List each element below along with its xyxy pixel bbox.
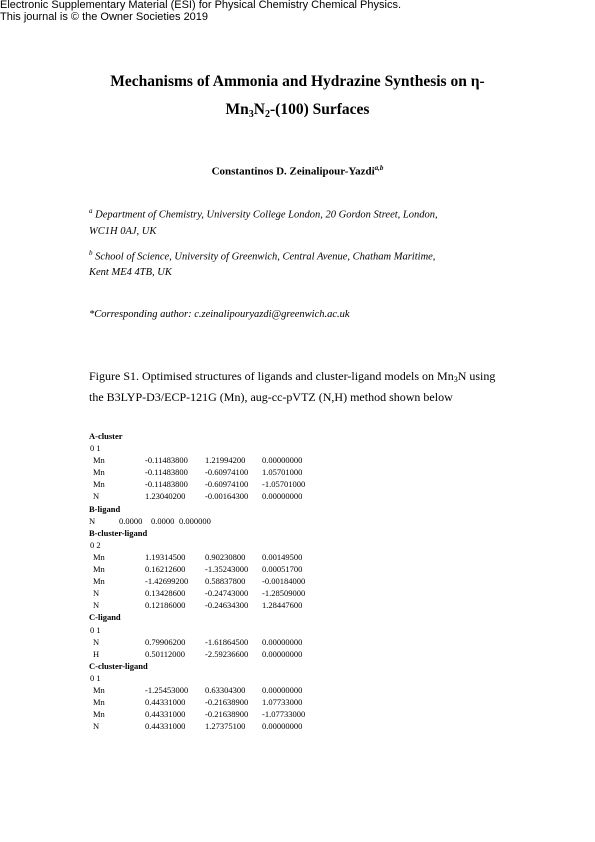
y-coordinate: -2.59236600 [205,648,249,659]
atom-row [89,648,509,660]
affiliation-b [89,246,435,265]
author-affiliation-marks: a,b [374,164,384,172]
structure-title: A-cluster [89,431,123,441]
y-coordinate: -1.35243000 [205,564,249,575]
atom-element: Mn [93,467,105,478]
x-coordinate: 0.13428600 [145,588,186,599]
atom-row [89,515,509,527]
atom-element: Mn [93,455,105,466]
affiliation-a-cont: WC1H 0AJ, UK [89,226,157,237]
y-coordinate: -0.60974100 [205,479,249,490]
x-coordinate: -0.11483800 [145,479,188,490]
z-coordinate: -0.00184000 [262,576,306,587]
title-mn: Mn [225,101,249,118]
atom-element: Mn [93,709,105,720]
y-coordinate: 0.0000 [151,515,175,526]
paper-title-line-1 [60,72,535,92]
y-coordinate: -0.21638900 [205,697,249,708]
atom-row [89,684,509,696]
atom-row [89,466,509,478]
x-coordinate: 0.44331000 [145,709,186,720]
title-text: Mechanisms of Ammonia and Hydrazine Synthesis on η- [110,73,485,90]
atom-element: Mn [93,564,105,575]
y-coordinate: -1.61864500 [205,636,249,647]
y-coordinate: 1.27375100 [205,721,246,732]
atom-element: Mn [93,684,105,695]
z-coordinate: 0.00000000 [262,636,303,647]
atom-element: N [93,636,100,647]
y-coordinate: -0.00164300 [205,491,249,502]
title-sub-3: 3 [248,109,254,120]
title-sub-2: 2 [265,109,270,120]
atom-element: Mn [93,551,105,562]
caption-text: Figure S1. Optimised structures of ligands and cluster-ligand models on Mn [89,369,454,383]
z-coordinate: 0.00149500 [262,551,303,562]
x-coordinate: 0.44331000 [145,721,186,732]
charge-multiplicity: 0 1 [90,672,101,683]
atom-row [89,708,509,720]
atom-row [89,551,509,563]
z-coordinate: -1.07733000 [262,709,306,720]
figure-caption-line-1 [89,369,495,387]
z-coordinate: -1.28509000 [262,588,306,599]
x-coordinate: 0.44331000 [145,697,186,708]
y-coordinate: 1.21994200 [205,455,246,466]
atom-element: N [93,600,100,611]
structure-title: B-ligand [89,503,121,514]
atom-row [89,454,509,466]
author-line [0,161,595,179]
z-coordinate: -1.05701000 [262,479,306,490]
atom-row [89,599,509,611]
atom-element: Mn [93,479,105,490]
title-n: N [253,101,265,118]
journal-header-line-2: This journal is © the Owner Societies 2019 [0,11,209,23]
atom-element: N [93,588,100,599]
y-coordinate: 0.63304300 [205,684,246,695]
y-coordinate: -0.24634300 [205,600,249,611]
corresponding-author: *Corresponding author: c.zeinalipouryazdi@greenwich.ac.uk [89,309,350,320]
affiliation-a [89,204,438,223]
atom-row [89,575,509,587]
z-coordinate: 0.00000000 [262,491,303,502]
z-coordinate: 0.00051700 [262,564,303,575]
atom-row [89,696,509,708]
atom-row [89,636,509,648]
paper-title-line-2 [60,100,535,125]
z-coordinate: 1.07733000 [262,697,303,708]
x-coordinate: 1.19314500 [145,551,186,562]
x-coordinate: 0.16212600 [145,564,186,575]
x-coordinate: 0.0000 [119,515,143,526]
caption-text-end: N using [457,369,496,383]
z-coordinate: 0.00000000 [262,648,303,659]
affiliation-mark: a [89,207,93,215]
atom-row [89,587,509,599]
y-coordinate: -0.21638900 [205,709,249,720]
z-coordinate: 0.00000000 [262,684,303,695]
y-coordinate: -0.24743000 [205,588,249,599]
affiliation-text: School of Science, University of Greenwich, Central Avenue, Chatham Maritime, [92,251,436,263]
figure-caption-line-2: the B3LYP-D3/ECP-121G (Mn), aug-cc-pVTZ (N,H) method shown below [89,390,453,404]
affiliation-b-cont: Kent ME4 4TB, UK [89,267,172,278]
caption-sub: 3 [453,375,458,384]
z-coordinate: 0.00000000 [262,721,303,732]
y-coordinate: 0.58837800 [205,576,246,587]
affiliation-text: Department of Chemistry, University College London, 20 Gordon Street, London, [92,209,438,221]
z-coordinate: 1.05701000 [262,467,303,478]
affiliation-mark: b [89,249,93,257]
atom-element: N [89,515,96,526]
atom-element: H [93,648,100,659]
structure-title: B-cluster-ligand [89,527,148,538]
z-coordinate: 1.28447600 [262,600,303,611]
atom-element: N [93,491,100,502]
x-coordinate: 0.79906200 [145,636,186,647]
y-coordinate: -0.60974100 [205,467,249,478]
y-coordinate: 0.90230800 [205,551,246,562]
atom-row [89,720,509,732]
x-coordinate: 0.12186000 [145,600,186,611]
atom-element: Mn [93,576,105,587]
atom-row [89,478,509,490]
x-coordinate: -0.11483800 [145,455,188,466]
atom-element: N [93,721,100,732]
z-coordinate: 0.000000 [179,515,211,526]
coordinate-listing [89,430,509,732]
author-name: Constantinos D. Zeinalipour-Yazdi [211,165,375,178]
atom-row [89,490,509,502]
title-surface: -(100) Surfaces [270,101,370,118]
x-coordinate: -0.11483800 [145,467,188,478]
x-coordinate: -1.42699200 [145,576,189,587]
atom-row [89,563,509,575]
structure-title: C-cluster-ligand [89,660,148,671]
z-coordinate: 0.00000000 [262,455,303,466]
charge-multiplicity: 0 1 [90,624,101,635]
structure-title: C-ligand [89,612,121,623]
atom-element: Mn [93,697,105,708]
charge-multiplicity: 0 1 [90,443,101,454]
journal-header-line-1: Electronic Supplementary Material (ESI) for Physical Chemistry Chemical Physics. [0,0,402,11]
x-coordinate: 0.50112000 [145,648,186,659]
x-coordinate: -1.25453000 [145,684,189,695]
charge-multiplicity: 0 2 [90,539,101,550]
x-coordinate: 1.23040200 [145,491,186,502]
